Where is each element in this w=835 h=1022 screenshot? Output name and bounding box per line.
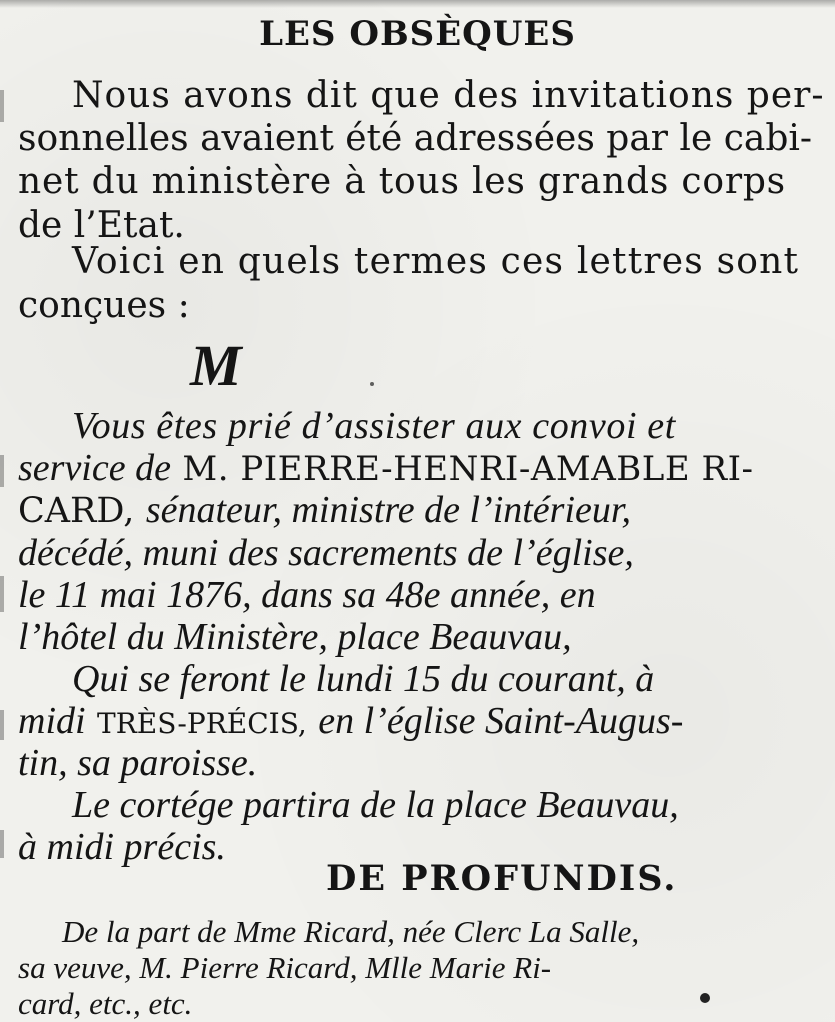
left-edge-mark xyxy=(0,455,4,487)
invitation-line-2-prefix: service de xyxy=(18,447,171,489)
deceased-name-end: CARD, xyxy=(18,491,135,531)
left-edge-mark xyxy=(0,710,4,740)
invitation-line-6: l’hôtel du Ministère, place Beauvau, xyxy=(18,616,572,658)
left-edge-mark xyxy=(0,90,4,122)
left-edge-mark xyxy=(0,576,4,612)
ink-speck xyxy=(700,993,710,1003)
intro-line-3: net du ministère à tous les grands corps xyxy=(18,161,786,202)
invitation-line-7: Qui se feront le lundi 15 du courant, à xyxy=(72,658,655,700)
invitation-line-8 xyxy=(18,702,683,740)
invitation-line-4: décédé, muni des sacrements de l’église, xyxy=(18,532,634,574)
left-edge-mark xyxy=(0,830,4,858)
invitation-line-5: le 11 mai 1876, dans sa 48e année, en xyxy=(18,574,596,616)
invitation-line-11: à midi précis. xyxy=(18,826,226,868)
terms-line-1: Voici en quels termes ces lettres sont xyxy=(72,241,800,282)
invitation-line-3 xyxy=(18,491,631,529)
invitation-line-8-suffix: en l’église Saint-Augus- xyxy=(318,700,684,742)
invitation-line-1: Vous êtes prié d’assister aux convoi et xyxy=(72,405,676,447)
invitation-monogram: M xyxy=(190,333,240,398)
ink-speck-small xyxy=(370,382,374,386)
signature-line-3: card, etc., etc. xyxy=(18,986,193,1021)
tres-precis: TRÈS-PRÉCIS, xyxy=(97,707,307,740)
invitation-line-2 xyxy=(18,449,753,487)
terms-line-2: conçues : xyxy=(18,285,190,326)
invitation-line-8-prefix: midi xyxy=(18,700,86,742)
deceased-titles: sénateur, ministre de l’intérieur, xyxy=(145,489,631,531)
deceased-name: M. PIERRE-HENRI-AMABLE RI- xyxy=(182,449,754,489)
article-heading: LES OBSÈQUES xyxy=(259,14,576,54)
invitation-line-9: tin, sa paroisse. xyxy=(18,742,258,784)
intro-line-1: Nous avons dit que des invitations per- xyxy=(72,75,825,116)
signature-line-1: De la part de Mme Ricard, née Clerc La Salle, xyxy=(62,914,640,949)
intro-line-4: de l’Etat. xyxy=(18,205,185,246)
top-cut-edge xyxy=(0,0,835,8)
de-profundis-heading: DE PROFUNDIS. xyxy=(326,858,678,899)
intro-line-2: sonnelles avaient été adressées par le cabi- xyxy=(18,118,813,159)
signature-line-2: sa veuve, M. Pierre Ricard, Mlle Marie Ri- xyxy=(18,950,552,985)
invitation-line-10: Le cortége partira de la place Beauvau, xyxy=(72,784,679,826)
